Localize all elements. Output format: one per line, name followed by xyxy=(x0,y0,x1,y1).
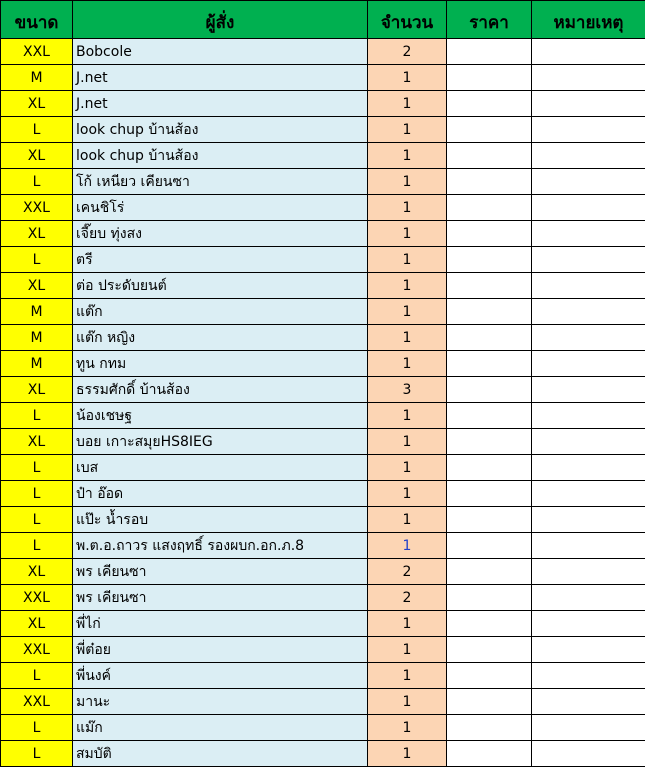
orderer-cell[interactable]: ธรรมศักดิ์ บ้านส้อง xyxy=(73,377,368,403)
orderer-cell[interactable]: ป๋า อ๊อด xyxy=(73,481,368,507)
table-row xyxy=(1,377,645,403)
table-row xyxy=(1,455,645,481)
note-cell[interactable] xyxy=(532,325,645,351)
note-cell[interactable] xyxy=(532,481,645,507)
orderer-cell[interactable]: แต๊ก xyxy=(73,299,368,325)
header-row xyxy=(1,1,645,39)
quantity-cell[interactable]: 3 xyxy=(368,377,447,403)
size-cell[interactable]: XL xyxy=(1,91,73,117)
table-row xyxy=(1,663,645,689)
orderer-cell[interactable]: โก้ เหนียว เคียนซา xyxy=(73,169,368,195)
size-cell[interactable]: L xyxy=(1,403,73,429)
price-cell[interactable] xyxy=(447,377,532,403)
quantity-cell[interactable]: 1 xyxy=(368,195,447,221)
size-cell[interactable]: L xyxy=(1,455,73,481)
price-cell[interactable] xyxy=(447,429,532,455)
orderer-cell[interactable]: พี่นงค์ xyxy=(73,663,368,689)
quantity-cell[interactable]: 2 xyxy=(368,559,447,585)
price-cell[interactable] xyxy=(447,325,532,351)
size-cell[interactable]: M xyxy=(1,325,73,351)
price-cell[interactable] xyxy=(447,273,532,299)
price-cell[interactable] xyxy=(447,169,532,195)
table-row xyxy=(1,143,645,169)
price-cell[interactable] xyxy=(447,195,532,221)
table-row xyxy=(1,91,645,117)
note-cell[interactable] xyxy=(532,741,645,767)
table-row xyxy=(1,637,645,663)
orderer-cell[interactable]: พี่ไก่ xyxy=(73,611,368,637)
orderer-cell[interactable]: สมบัติ xyxy=(73,741,368,767)
table-row xyxy=(1,559,645,585)
size-cell[interactable]: XL xyxy=(1,143,73,169)
quantity-cell[interactable]: 1 xyxy=(368,429,447,455)
orderer-cell[interactable]: พ.ต.อ.ถาวร แสงฤทธิ์ รองผบก.อก.ภ.8 xyxy=(73,533,368,559)
quantity-cell[interactable]: 1 xyxy=(368,741,447,767)
table-row xyxy=(1,169,645,195)
quantity-cell[interactable]: 1 xyxy=(368,351,447,377)
price-cell[interactable] xyxy=(447,221,532,247)
quantity-cell[interactable]: 2 xyxy=(368,585,447,611)
table-row xyxy=(1,715,645,741)
quantity-cell[interactable]: 1 xyxy=(368,455,447,481)
orderer-cell[interactable]: แม๊ก xyxy=(73,715,368,741)
price-cell[interactable] xyxy=(447,741,532,767)
note-cell[interactable] xyxy=(532,91,645,117)
orderer-cell[interactable]: J.net xyxy=(73,65,368,91)
quantity-cell[interactable]: 1 xyxy=(368,481,447,507)
header-size[interactable]: ขนาด xyxy=(1,1,73,39)
note-cell[interactable] xyxy=(532,377,645,403)
size-cell[interactable]: XL xyxy=(1,377,73,403)
table-row xyxy=(1,325,645,351)
quantity-cell[interactable]: 1 xyxy=(368,507,447,533)
orderer-cell[interactable]: เบส xyxy=(73,455,368,481)
table-row xyxy=(1,351,645,377)
note-cell[interactable] xyxy=(532,637,645,663)
table-row xyxy=(1,507,645,533)
note-cell[interactable] xyxy=(532,351,645,377)
size-cell[interactable]: L xyxy=(1,533,73,559)
price-cell[interactable] xyxy=(447,299,532,325)
size-cell[interactable]: XXL xyxy=(1,39,73,65)
note-cell[interactable] xyxy=(532,143,645,169)
size-cell[interactable]: M xyxy=(1,65,73,91)
note-cell[interactable] xyxy=(532,429,645,455)
header-orderer[interactable]: ผู้สั่ง xyxy=(73,1,368,39)
note-cell[interactable] xyxy=(532,169,645,195)
price-cell[interactable] xyxy=(447,351,532,377)
table-row xyxy=(1,221,645,247)
size-cell[interactable]: L xyxy=(1,169,73,195)
table-row xyxy=(1,429,645,455)
orderer-cell[interactable]: บอย เกาะสมุยHS8IEG xyxy=(73,429,368,455)
price-cell[interactable] xyxy=(447,455,532,481)
orderer-cell[interactable]: พร เคียนซา xyxy=(73,559,368,585)
note-cell[interactable] xyxy=(532,663,645,689)
price-cell[interactable] xyxy=(447,403,532,429)
quantity-cell[interactable]: 1 xyxy=(368,689,447,715)
price-cell[interactable] xyxy=(447,65,532,91)
note-cell[interactable] xyxy=(532,65,645,91)
orderer-cell[interactable]: look chup บ้านส้อง xyxy=(73,117,368,143)
table-row xyxy=(1,533,645,559)
orderer-cell[interactable]: J.net xyxy=(73,91,368,117)
orderer-cell[interactable]: มานะ xyxy=(73,689,368,715)
size-cell[interactable]: L xyxy=(1,481,73,507)
size-cell[interactable]: XXL xyxy=(1,637,73,663)
quantity-cell[interactable]: 1 xyxy=(368,533,447,559)
quantity-cell[interactable]: 1 xyxy=(368,221,447,247)
size-cell[interactable]: XXL xyxy=(1,585,73,611)
price-cell[interactable] xyxy=(447,247,532,273)
quantity-cell[interactable]: 1 xyxy=(368,403,447,429)
table-row xyxy=(1,611,645,637)
note-cell[interactable] xyxy=(532,715,645,741)
price-cell[interactable] xyxy=(447,689,532,715)
size-cell[interactable]: XL xyxy=(1,429,73,455)
orderer-cell[interactable]: ตรี xyxy=(73,247,368,273)
note-cell[interactable] xyxy=(532,221,645,247)
price-cell[interactable] xyxy=(447,143,532,169)
quantity-cell[interactable]: 1 xyxy=(368,663,447,689)
orderer-cell[interactable]: พร เคียนซา xyxy=(73,585,368,611)
size-cell[interactable]: L xyxy=(1,741,73,767)
orderer-cell[interactable]: เคนชิโร่ xyxy=(73,195,368,221)
table-body xyxy=(1,39,645,767)
size-cell[interactable]: XL xyxy=(1,611,73,637)
size-cell[interactable]: L xyxy=(1,507,73,533)
quantity-cell[interactable]: 2 xyxy=(368,39,447,65)
note-cell[interactable] xyxy=(532,559,645,585)
table-row xyxy=(1,741,645,767)
table-row xyxy=(1,299,645,325)
price-cell[interactable] xyxy=(447,481,532,507)
note-cell[interactable] xyxy=(532,689,645,715)
table-row xyxy=(1,247,645,273)
header-note[interactable]: หมายเหตุ xyxy=(532,1,645,39)
price-cell[interactable] xyxy=(447,585,532,611)
quantity-cell[interactable]: 1 xyxy=(368,325,447,351)
quantity-cell[interactable]: 1 xyxy=(368,299,447,325)
note-cell[interactable] xyxy=(532,117,645,143)
size-cell[interactable]: XXL xyxy=(1,689,73,715)
table-row xyxy=(1,585,645,611)
quantity-cell[interactable]: 1 xyxy=(368,169,447,195)
price-cell[interactable] xyxy=(447,91,532,117)
table-row xyxy=(1,273,645,299)
orderer-cell[interactable]: เจี๊ยบ ทุ่งสง xyxy=(73,221,368,247)
quantity-cell[interactable]: 1 xyxy=(368,117,447,143)
quantity-cell[interactable]: 1 xyxy=(368,273,447,299)
price-cell[interactable] xyxy=(447,663,532,689)
header-price[interactable]: ราคา xyxy=(447,1,532,39)
price-cell[interactable] xyxy=(447,715,532,741)
quantity-cell[interactable]: 1 xyxy=(368,637,447,663)
size-cell[interactable]: L xyxy=(1,663,73,689)
price-cell[interactable] xyxy=(447,611,532,637)
size-cell[interactable]: XL xyxy=(1,559,73,585)
size-cell[interactable]: XXL xyxy=(1,195,73,221)
note-cell[interactable] xyxy=(532,403,645,429)
quantity-cell[interactable]: 1 xyxy=(368,65,447,91)
price-cell[interactable] xyxy=(447,559,532,585)
quantity-cell[interactable]: 1 xyxy=(368,143,447,169)
price-cell[interactable] xyxy=(447,507,532,533)
table-row xyxy=(1,481,645,507)
size-cell[interactable]: L xyxy=(1,117,73,143)
orderer-cell[interactable]: Bobcole xyxy=(73,39,368,65)
quantity-cell[interactable]: 1 xyxy=(368,247,447,273)
size-cell[interactable]: L xyxy=(1,715,73,741)
price-cell[interactable] xyxy=(447,39,532,65)
note-cell[interactable] xyxy=(532,455,645,481)
price-cell[interactable] xyxy=(447,533,532,559)
header-quantity[interactable]: จำนวน xyxy=(368,1,447,39)
orderer-cell[interactable]: ทูน กทม xyxy=(73,351,368,377)
note-cell[interactable] xyxy=(532,299,645,325)
quantity-cell[interactable]: 1 xyxy=(368,91,447,117)
table-row xyxy=(1,195,645,221)
note-cell[interactable] xyxy=(532,195,645,221)
note-cell[interactable] xyxy=(532,585,645,611)
table-row xyxy=(1,65,645,91)
orderer-cell[interactable]: look chup บ้านส้อง xyxy=(73,143,368,169)
note-cell[interactable] xyxy=(532,611,645,637)
size-cell[interactable]: XL xyxy=(1,273,73,299)
size-cell[interactable]: M xyxy=(1,351,73,377)
note-cell[interactable] xyxy=(532,507,645,533)
price-cell[interactable] xyxy=(447,637,532,663)
note-cell[interactable] xyxy=(532,247,645,273)
note-cell[interactable] xyxy=(532,273,645,299)
table-row xyxy=(1,403,645,429)
orderer-cell[interactable]: พี่ต๋อย xyxy=(73,637,368,663)
orderer-cell[interactable]: แต๊ก หญิง xyxy=(73,325,368,351)
note-cell[interactable] xyxy=(532,39,645,65)
quantity-cell[interactable]: 1 xyxy=(368,715,447,741)
size-cell[interactable]: L xyxy=(1,247,73,273)
table-row xyxy=(1,39,645,65)
table-row xyxy=(1,117,645,143)
orderer-cell[interactable]: ต่อ ประดับยนต์ xyxy=(73,273,368,299)
size-cell[interactable]: XL xyxy=(1,221,73,247)
table-row xyxy=(1,689,645,715)
quantity-cell[interactable]: 1 xyxy=(368,611,447,637)
size-cell[interactable]: M xyxy=(1,299,73,325)
orderer-cell[interactable]: แป๊ะ น้ำรอบ xyxy=(73,507,368,533)
note-cell[interactable] xyxy=(532,533,645,559)
orderer-cell[interactable]: น้องเชษฐ xyxy=(73,403,368,429)
price-cell[interactable] xyxy=(447,117,532,143)
